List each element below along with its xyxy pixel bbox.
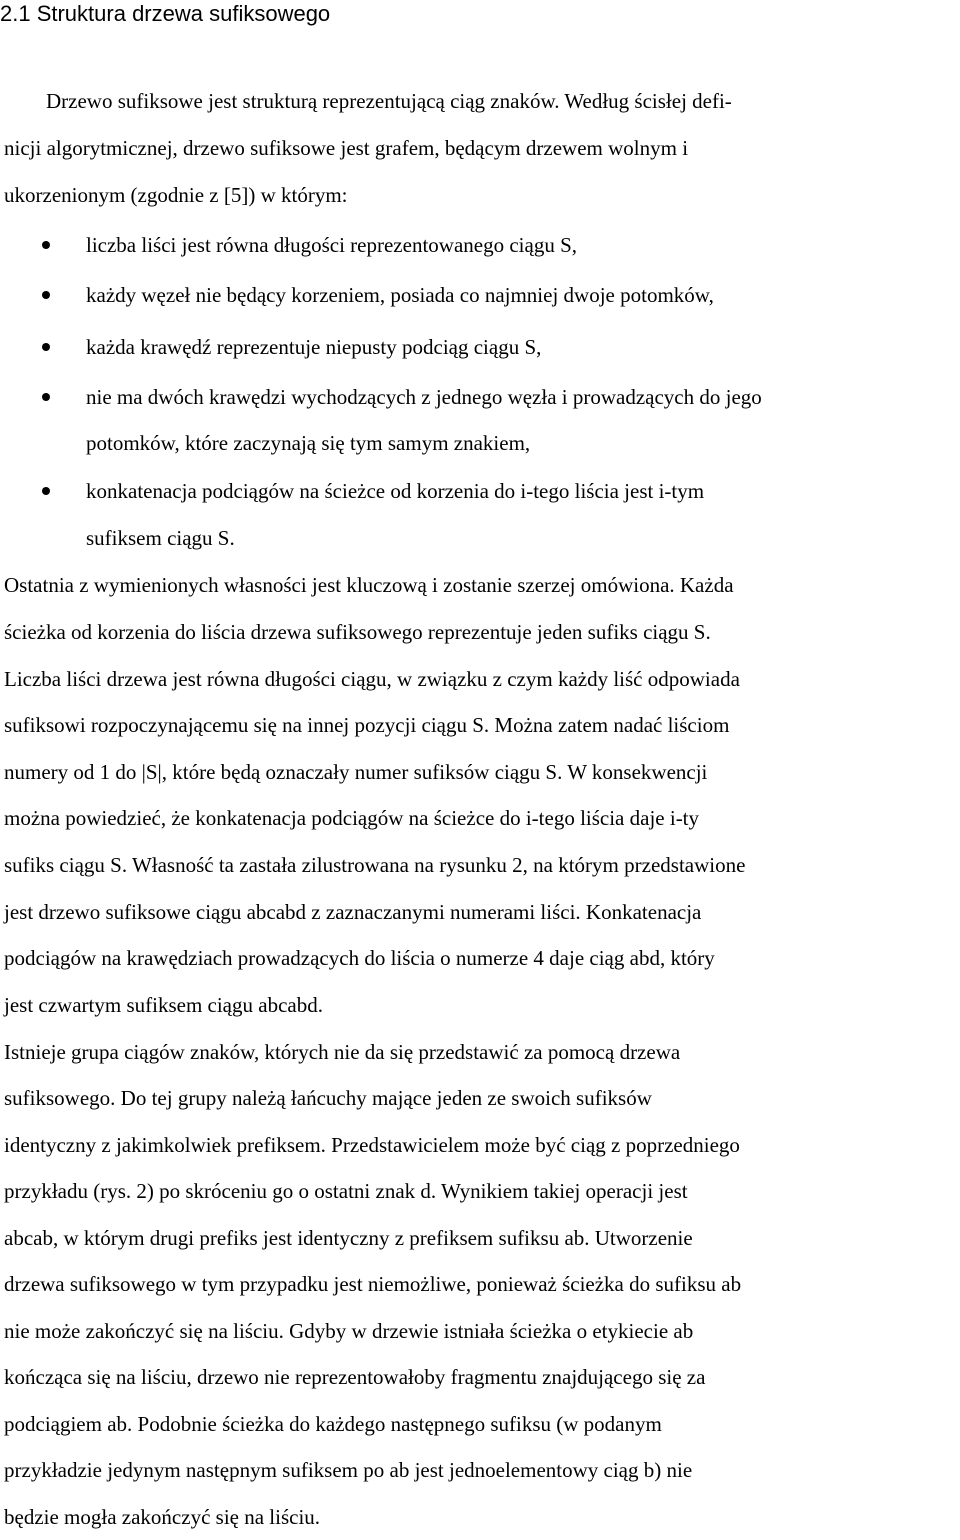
text-line: jest czwartym sufiksem ciągu abcabd. (4, 993, 323, 1017)
bullet-icon (42, 487, 50, 495)
list-item: nie ma dwóch krawędzi wychodzących z jednego węzła i prowadzących do jego (86, 385, 762, 409)
text-line: Ostatnia z wymienionych własności jest kluczową i zostanie szerzej omówiona. Każda (4, 573, 734, 597)
text-line: Istnieje grupa ciągów znaków, których nie da się przedstawić za pomocą drzewa (4, 1040, 681, 1064)
bullet-icon (42, 393, 50, 401)
text-line: ścieżka od korzenia do liścia drzewa sufiksowego reprezentuje jeden sufiks ciągu S. (4, 620, 711, 644)
list-item: każda krawędź reprezentuje niepusty podciąg ciągu S, (86, 335, 542, 359)
text-line: sufiksem ciągu S. (86, 526, 235, 550)
list-item: konkatenacja podciągów na ścieżce od korzenia do i-tego liścia jest i-tym (86, 479, 705, 503)
text-line: abcab, w którym drugi prefiks jest identyczny z prefiksem sufiksu ab. Utworzenie (4, 1226, 693, 1250)
text-line: nicji algorytmicznej, drzewo sufiksowe jest grafem, będącym drzewem wolnym i (4, 136, 689, 160)
text-line: przykładu (rys. 2) po skróceniu go o ostatni znak d. Wynikiem takiej operacji jest (4, 1179, 688, 1203)
text-line: sufiks ciągu S. Własność ta zastała zilustrowana na rysunku 2, na którym przedstawione (4, 853, 746, 877)
text-line: podciągów na krawędziach prowadzących do liścia o numerze 4 daje ciąg abd, który (4, 946, 715, 970)
text-line: drzewa sufiksowego w tym przypadku jest niemożliwe, ponieważ ścieżka do sufiksu ab (4, 1272, 742, 1296)
text-line: numery od 1 do |S|, które będą oznaczały numer sufiksów ciągu S. W konsekwencji (4, 760, 708, 784)
text-line: nie może zakończyć się na liściu. Gdyby w drzewie istniała ścieżka o etykiecie ab (4, 1319, 694, 1343)
text-line: kończąca się na liściu, drzewo nie reprezentowałoby fragmentu znajdującego się za (4, 1365, 706, 1389)
bullet-icon (42, 291, 50, 299)
text-line: potomków, które zaczynają się tym samym znakiem, (86, 431, 531, 455)
list-item: liczba liści jest równa długości reprezentowanego ciągu S, (86, 233, 577, 257)
text-line: podciągiem ab. Podobnie ścieżka do każdego następnego sufiksu (w podanym (4, 1412, 662, 1436)
text-line: można powiedzieć, że konkatenacja podciągów na ścieżce do i-tego liścia daje i-ty (4, 806, 700, 830)
section-heading: 2.1 Struktura drzewa sufiksowego (0, 1, 331, 26)
text-line: sufiksowego. Do tej grupy należą łańcuchy mające jeden ze swoich sufiksów (4, 1086, 652, 1110)
list-item: każdy węzeł nie będący korzeniem, posiada co najmniej dwoje potomków, (86, 283, 714, 307)
text-line: przykładzie jedynym następnym sufiksem po ab jest jednoelementowy ciąg b) nie (4, 1458, 693, 1482)
bullet-icon (42, 343, 50, 351)
bullet-icon (42, 241, 50, 249)
text-line: sufiksowi rozpoczynającemu się na innej pozycji ciągu S. Można zatem nadać liściom (4, 713, 730, 737)
text-line: będzie mogła zakończyć się na liściu. (4, 1505, 321, 1529)
text-line: Liczba liści drzewa jest równa długości ciągu, w związku z czym każdy liść odpowiada (4, 667, 740, 691)
text-line: ukorzenionym (zgodnie z [5]) w którym: (4, 183, 348, 207)
text-line: identyczny z jakimkolwiek prefiksem. Przedstawicielem może być ciąg z poprzedniego (4, 1133, 740, 1157)
text-line: jest drzewo sufiksowe ciągu abcabd z zaznaczanymi numerami liści. Konkatenacja (4, 900, 702, 924)
text-line: Drzewo sufiksowe jest strukturą reprezentującą ciąg znaków. Według ścisłej defi- (46, 89, 732, 113)
